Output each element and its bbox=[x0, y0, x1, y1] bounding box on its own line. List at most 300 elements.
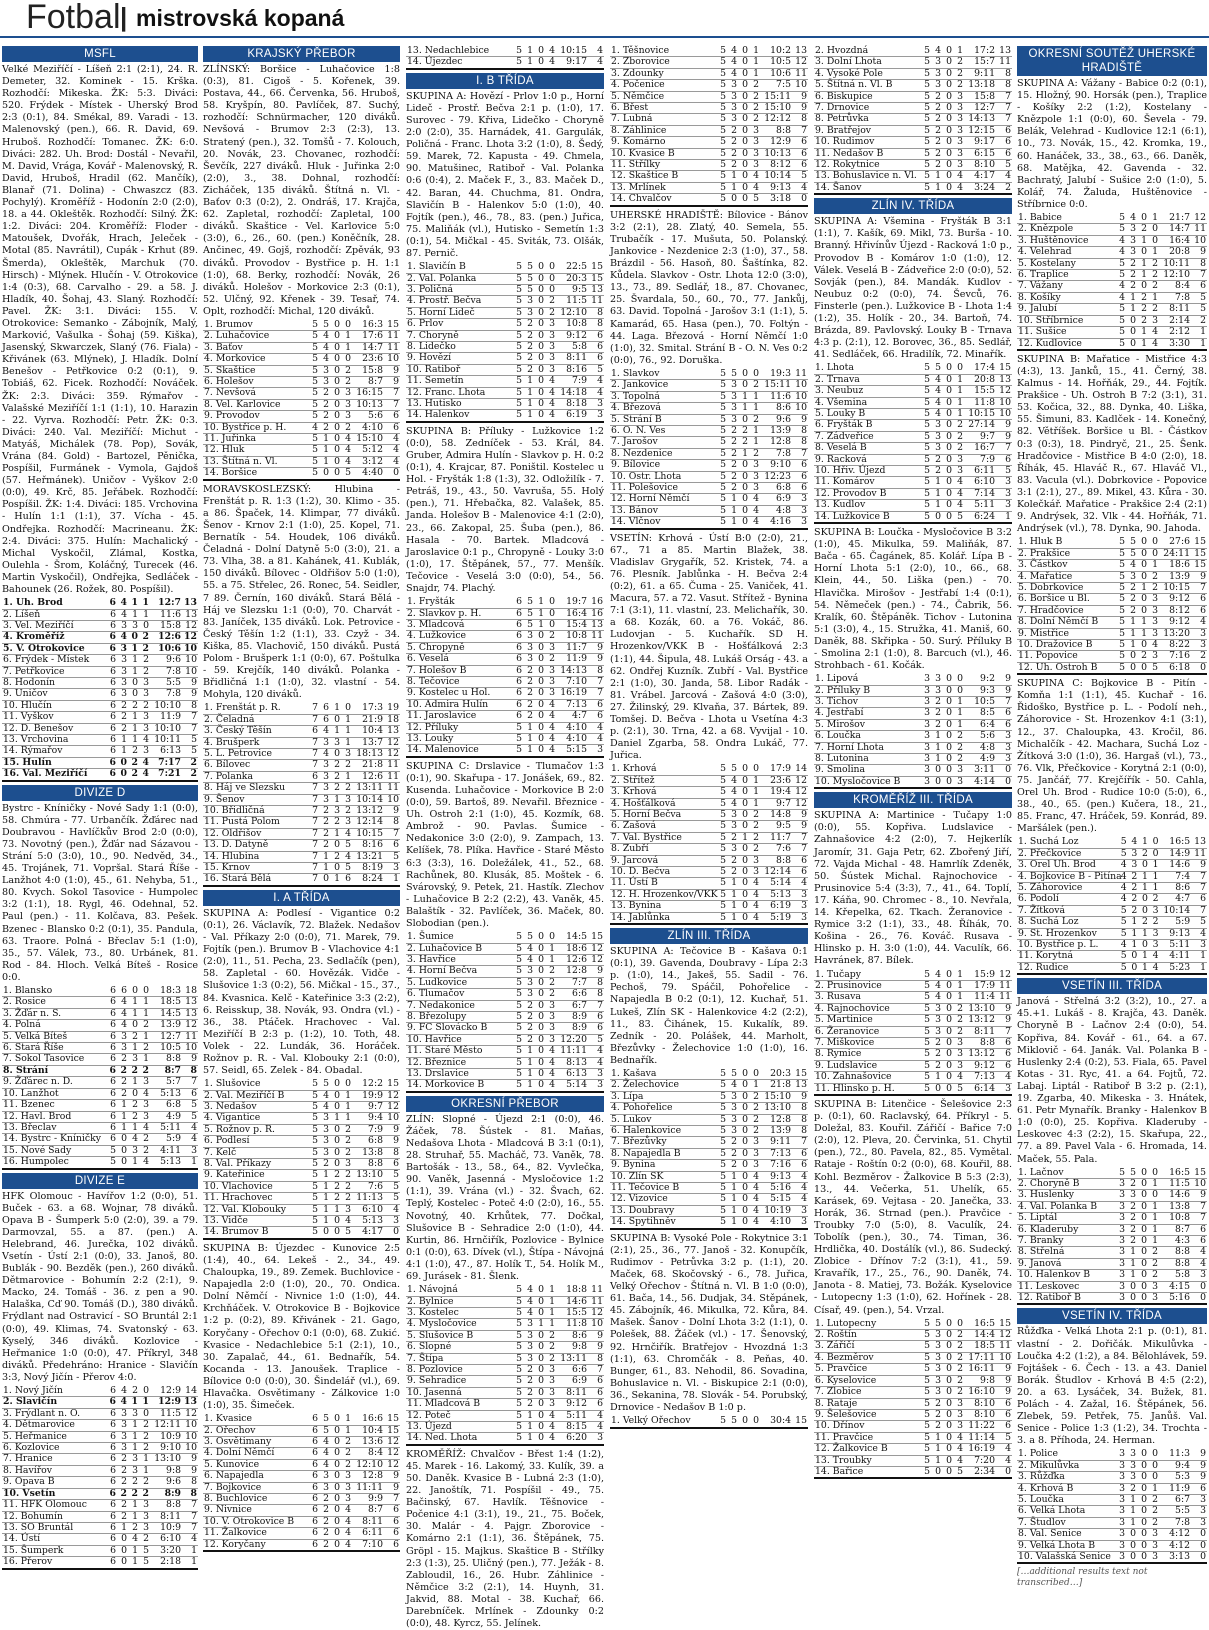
drawn: 0 bbox=[1137, 1258, 1148, 1269]
won: 2 bbox=[319, 422, 330, 433]
points: 12 bbox=[792, 787, 808, 798]
won: 2 bbox=[319, 399, 330, 410]
played: 5 bbox=[716, 391, 727, 402]
table-row bbox=[1017, 871, 1207, 882]
lost: 2 bbox=[749, 1114, 760, 1125]
drawn: 0 bbox=[330, 320, 341, 331]
drawn: 0 bbox=[738, 1171, 749, 1182]
points: 10 bbox=[182, 1043, 198, 1054]
drawn: 2 bbox=[330, 817, 341, 828]
table-row bbox=[814, 1341, 1012, 1352]
table-row bbox=[1017, 582, 1207, 593]
column-1 bbox=[2, 44, 198, 1568]
team-name: 6. Traplice bbox=[1017, 270, 1115, 281]
drawn: 0 bbox=[738, 844, 749, 855]
won: 1 bbox=[523, 722, 534, 733]
table-row bbox=[406, 966, 604, 977]
column-5 bbox=[814, 44, 1012, 1477]
played: 5 bbox=[716, 821, 727, 832]
lost: 4 bbox=[139, 757, 150, 768]
team-name: 14. Bystrc - Kníničky bbox=[2, 1134, 106, 1145]
table-row bbox=[203, 422, 400, 433]
points: 12 bbox=[384, 737, 400, 748]
lost: 1 bbox=[953, 697, 964, 708]
points: 12 bbox=[182, 1020, 198, 1031]
table-row bbox=[406, 688, 604, 699]
score: 12:8 bbox=[556, 966, 588, 977]
team-name: 5. Slušovice B bbox=[406, 1330, 512, 1341]
table-row bbox=[203, 1136, 400, 1147]
team-name: 2. Příluky B bbox=[814, 685, 920, 696]
played: 5 bbox=[308, 1147, 319, 1158]
played: 6 bbox=[308, 1414, 319, 1425]
lost: 2 bbox=[953, 1387, 964, 1398]
played: 5 bbox=[512, 1285, 523, 1296]
points: 10 bbox=[384, 1113, 400, 1124]
team-name: 1. Brumov bbox=[203, 320, 308, 331]
table-row bbox=[406, 284, 604, 295]
score: 10:9 bbox=[150, 1431, 182, 1442]
team-name: 3. Růžďka bbox=[1017, 1472, 1115, 1483]
score: 6:6 bbox=[556, 989, 588, 1000]
played: 7 bbox=[308, 737, 319, 748]
won: 5 bbox=[319, 1414, 330, 1425]
table-row bbox=[2, 1145, 198, 1156]
drawn: 0 bbox=[942, 1319, 953, 1330]
points: 10 bbox=[1191, 1179, 1207, 1190]
drawn: 0 bbox=[738, 171, 749, 182]
team-name: 11. HFK Olomouc bbox=[2, 1500, 106, 1511]
points: 5 bbox=[996, 1432, 1012, 1443]
played: 6 bbox=[106, 1488, 117, 1499]
won: 1 bbox=[319, 445, 330, 456]
won: 2 bbox=[1126, 1201, 1137, 1212]
score: 5:11 bbox=[964, 500, 996, 511]
played: 5 bbox=[920, 1341, 931, 1352]
table-row bbox=[406, 977, 604, 988]
won: 3 bbox=[727, 810, 738, 821]
lost: 0 bbox=[545, 597, 556, 608]
team-name: 10. Vsetín bbox=[2, 1488, 106, 1499]
played: 5 bbox=[920, 125, 931, 136]
points: 5 bbox=[996, 160, 1012, 171]
played: 5 bbox=[308, 1090, 319, 1101]
drawn: 0 bbox=[1137, 1495, 1148, 1506]
played: 5 bbox=[716, 448, 727, 459]
drawn: 2 bbox=[128, 1111, 139, 1122]
points: 3 bbox=[1191, 940, 1207, 951]
team-name: 10. Jasenná bbox=[406, 1387, 512, 1398]
table-row bbox=[2, 1408, 198, 1419]
lost: 3 bbox=[1148, 1540, 1159, 1551]
table-row bbox=[610, 855, 808, 866]
drawn: 0 bbox=[330, 1528, 341, 1539]
score: 8:8 bbox=[964, 1037, 996, 1048]
won: 3 bbox=[931, 1015, 942, 1026]
score: 16:19 bbox=[964, 1444, 996, 1455]
drawn: 1 bbox=[330, 874, 341, 886]
points: 6 bbox=[588, 330, 604, 341]
won: 0 bbox=[1126, 662, 1137, 674]
lost: 4 bbox=[341, 1505, 352, 1516]
won: 3 bbox=[319, 377, 330, 388]
drawn: 1 bbox=[1137, 617, 1148, 628]
drawn: 0 bbox=[738, 1137, 749, 1148]
played: 5 bbox=[512, 1069, 523, 1080]
table-row bbox=[814, 148, 1012, 159]
drawn: 4 bbox=[128, 1534, 139, 1545]
table-row bbox=[1017, 1293, 1207, 1305]
played: 6 bbox=[106, 986, 117, 997]
score: 4:12 bbox=[1159, 1529, 1191, 1540]
points: 13 bbox=[384, 726, 400, 737]
score: 5:5 bbox=[1159, 1506, 1191, 1517]
points: 10 bbox=[384, 354, 400, 365]
played: 5 bbox=[920, 160, 931, 171]
drawn: 1 bbox=[128, 1008, 139, 1019]
points: 7 bbox=[384, 388, 400, 399]
score: 10:2 bbox=[760, 46, 792, 57]
won: 3 bbox=[117, 1408, 128, 1419]
drawn: 0 bbox=[942, 114, 953, 125]
drawn: 0 bbox=[738, 160, 749, 171]
table-row bbox=[1017, 560, 1207, 571]
points: 6 bbox=[588, 1376, 604, 1387]
team-name: 9. Provodov bbox=[203, 411, 308, 422]
lost: 1 bbox=[545, 954, 556, 965]
score: 8:19 bbox=[352, 863, 384, 874]
played: 6 bbox=[308, 1528, 319, 1539]
drawn: 0 bbox=[534, 410, 545, 422]
score: 8:6 bbox=[760, 403, 792, 414]
drawn: 0 bbox=[534, 273, 545, 284]
team-name: 13. Újezd bbox=[406, 1422, 512, 1433]
table-row bbox=[406, 1307, 604, 1318]
played: 5 bbox=[512, 1364, 523, 1375]
lost: 1 bbox=[341, 726, 352, 737]
lost: 3 bbox=[1149, 928, 1160, 939]
won: 4 bbox=[117, 632, 128, 643]
won: 2 bbox=[1128, 894, 1139, 905]
won: 3 bbox=[117, 677, 128, 688]
won: 2 bbox=[523, 1023, 534, 1034]
drawn: 0 bbox=[534, 1080, 545, 1092]
table-row bbox=[814, 511, 1012, 523]
lost: 2 bbox=[341, 760, 352, 771]
score: 5:9 bbox=[1160, 917, 1192, 928]
score: 7:14 bbox=[964, 488, 996, 499]
lost: 3 bbox=[139, 1522, 150, 1533]
played: 5 bbox=[716, 182, 727, 193]
lost: 4 bbox=[545, 1433, 556, 1445]
lost: 4 bbox=[749, 1205, 760, 1216]
played: 4 bbox=[1115, 281, 1126, 292]
lost: 0 bbox=[139, 620, 150, 631]
won: 2 bbox=[727, 460, 738, 471]
team-name: 7. Hranice bbox=[2, 1454, 106, 1465]
score: 9:7 bbox=[352, 1101, 384, 1112]
won: 1 bbox=[727, 182, 738, 193]
drawn: 0 bbox=[534, 387, 545, 398]
score: 8:6 bbox=[556, 1330, 588, 1341]
score: 13:10 bbox=[352, 1170, 384, 1181]
drawn: 0 bbox=[942, 148, 953, 159]
lost: 2 bbox=[749, 844, 760, 855]
won: 4 bbox=[931, 46, 942, 57]
won: 0 bbox=[931, 511, 942, 523]
drawn: 0 bbox=[534, 341, 545, 352]
score: 9:8 bbox=[964, 1375, 996, 1386]
table-row bbox=[814, 765, 1012, 776]
table-row bbox=[610, 844, 808, 855]
played: 7 bbox=[308, 783, 319, 794]
won: 2 bbox=[931, 466, 942, 477]
table-row bbox=[610, 414, 808, 425]
points: 6 bbox=[792, 855, 808, 866]
won: 2 bbox=[117, 1065, 128, 1076]
score: 5:19 bbox=[760, 912, 792, 924]
table-row bbox=[203, 874, 400, 886]
team-name: 7. Bojkovice bbox=[203, 1482, 308, 1493]
points: 2 bbox=[996, 182, 1012, 194]
table-row bbox=[1017, 304, 1207, 315]
lost: 5 bbox=[953, 511, 964, 523]
table-row bbox=[814, 1432, 1012, 1443]
played: 3 bbox=[1115, 1258, 1126, 1269]
team-name: 8. Košíky bbox=[1017, 292, 1115, 303]
team-name: 3. Žďár n. S. bbox=[2, 1008, 106, 1019]
table-row bbox=[1017, 315, 1207, 326]
points: 15 bbox=[588, 273, 604, 284]
drawn: 1 bbox=[128, 609, 139, 620]
lost: 3 bbox=[341, 1494, 352, 1505]
played: 6 bbox=[308, 1425, 319, 1436]
won: 1 bbox=[319, 1204, 330, 1215]
won: 4 bbox=[117, 997, 128, 1008]
points: 4 bbox=[588, 387, 604, 398]
points: 5 bbox=[996, 466, 1012, 477]
table-row bbox=[406, 665, 604, 676]
drawn: 0 bbox=[942, 500, 953, 511]
played: 5 bbox=[920, 1409, 931, 1420]
points: 6 bbox=[384, 1505, 400, 1516]
table-row bbox=[1017, 628, 1207, 639]
drawn: 0 bbox=[330, 1124, 341, 1135]
won: 3 bbox=[117, 666, 128, 677]
score: 14:13 bbox=[556, 665, 588, 676]
lost: 1 bbox=[953, 719, 964, 730]
lost: 3 bbox=[341, 399, 352, 410]
score: 4:8 bbox=[964, 742, 996, 753]
lost: 1 bbox=[1148, 560, 1159, 571]
drawn: 0 bbox=[738, 1217, 749, 1229]
column-3 bbox=[406, 44, 604, 1630]
team-name: 5. V. Otrokovice bbox=[2, 643, 106, 654]
score: 12:15 bbox=[964, 125, 996, 136]
drawn: 0 bbox=[942, 397, 953, 408]
drawn: 0 bbox=[534, 1285, 545, 1296]
table-row bbox=[814, 125, 1012, 136]
score: 13:9 bbox=[1159, 571, 1191, 582]
points: 4 bbox=[588, 1422, 604, 1433]
score: 7:8 bbox=[760, 448, 792, 459]
table-row bbox=[203, 1170, 400, 1181]
score: 8:10 bbox=[964, 1398, 996, 1409]
drawn: 0 bbox=[1137, 281, 1148, 292]
points: 3 bbox=[588, 410, 604, 422]
points: 6 bbox=[182, 1088, 198, 1099]
score: 7:9 bbox=[556, 376, 588, 387]
played: 5 bbox=[308, 399, 319, 410]
won: 3 bbox=[931, 1387, 942, 1398]
score: 18:8 bbox=[556, 1285, 588, 1296]
lost: 2 bbox=[953, 731, 964, 742]
table-row bbox=[1017, 651, 1207, 662]
drawn: 0 bbox=[942, 708, 953, 719]
played: 3 bbox=[920, 731, 931, 742]
points: 1 bbox=[182, 1545, 198, 1556]
lost: 2 bbox=[341, 1436, 352, 1447]
standings-table bbox=[814, 674, 1012, 789]
points: 8 bbox=[1191, 258, 1207, 269]
lost: 1 bbox=[341, 1425, 352, 1436]
played: 5 bbox=[308, 331, 319, 342]
lost: 2 bbox=[1148, 1270, 1159, 1281]
table-row bbox=[814, 454, 1012, 465]
team-name: 7. Zlobice bbox=[814, 1387, 920, 1398]
lost: 2 bbox=[139, 1488, 150, 1499]
table-row bbox=[814, 992, 1012, 1003]
played: 3 bbox=[920, 685, 931, 696]
team-name: 7. Hradčovice bbox=[1017, 605, 1115, 616]
points: 10 bbox=[792, 391, 808, 402]
drawn: 1 bbox=[128, 1443, 139, 1454]
score: 12:10 bbox=[556, 307, 588, 318]
played: 5 bbox=[512, 1387, 523, 1398]
team-name: 4. Počenice bbox=[610, 80, 716, 91]
played: 5 bbox=[920, 148, 931, 159]
won: 2 bbox=[523, 364, 534, 375]
won: 3 bbox=[319, 737, 330, 748]
table-row bbox=[610, 764, 808, 775]
won: 2 bbox=[117, 712, 128, 723]
drawn: 0 bbox=[738, 1194, 749, 1205]
team-name: 9. St. Hrozenkov bbox=[1017, 928, 1117, 939]
drawn: 2 bbox=[128, 769, 139, 781]
points: 3 bbox=[792, 1205, 808, 1216]
won: 5 bbox=[523, 273, 534, 284]
table-row bbox=[1017, 1224, 1207, 1235]
team-name: 8. Petrůvka bbox=[814, 114, 920, 125]
won: 2 bbox=[319, 806, 330, 817]
lost: 0 bbox=[1148, 1168, 1159, 1179]
drawn: 1 bbox=[330, 1113, 341, 1124]
drawn: 1 bbox=[128, 1397, 139, 1408]
played: 5 bbox=[1115, 270, 1126, 281]
drawn: 0 bbox=[330, 342, 341, 353]
team-name: 8. Pozlovice bbox=[406, 1364, 512, 1375]
team-name: 4. Hošťálková bbox=[610, 798, 716, 809]
won: 6 bbox=[319, 714, 330, 725]
drawn: 0 bbox=[738, 46, 749, 57]
team-name: 3. Osvětimany bbox=[203, 1436, 308, 1447]
played: 5 bbox=[1115, 213, 1126, 224]
lost: 0 bbox=[953, 1319, 964, 1330]
played: 5 bbox=[308, 365, 319, 376]
team-name: 14. Spytihněv bbox=[610, 1217, 716, 1229]
lost: 3 bbox=[749, 855, 760, 866]
won: 0 bbox=[1126, 651, 1137, 662]
drawn: 1 bbox=[128, 1157, 139, 1169]
lost: 1 bbox=[545, 1296, 556, 1307]
lost: 0 bbox=[749, 1069, 760, 1080]
won: 3 bbox=[319, 1136, 330, 1147]
points: 6 bbox=[1191, 281, 1207, 292]
played: 6 bbox=[106, 1408, 117, 1419]
lost: 2 bbox=[341, 377, 352, 388]
points: 0 bbox=[1191, 1552, 1207, 1564]
score: 10:6 bbox=[150, 643, 182, 654]
score: 6:13 bbox=[556, 1069, 588, 1080]
won: 2 bbox=[727, 137, 738, 148]
played: 5 bbox=[716, 437, 727, 448]
won: 3 bbox=[931, 420, 942, 431]
table-row bbox=[814, 171, 1012, 182]
team-name: 10. D. Bečva bbox=[610, 867, 716, 878]
lost: 2 bbox=[341, 1459, 352, 1470]
points: 3 bbox=[792, 494, 808, 505]
points: 9 bbox=[996, 420, 1012, 431]
team-name: 2. Jankovice bbox=[610, 380, 716, 391]
won: 1 bbox=[117, 1111, 128, 1122]
team-name: 9. Šelešovice bbox=[814, 1409, 920, 1420]
lost: 1 bbox=[953, 397, 964, 408]
drawn: 0 bbox=[534, 319, 545, 330]
team-name: 11. Hrachovec bbox=[203, 1193, 308, 1204]
won: 1 bbox=[1126, 292, 1137, 303]
score: 11:6 bbox=[150, 609, 182, 620]
table-row bbox=[2, 1157, 198, 1169]
won: 1 bbox=[319, 456, 330, 467]
score: 12:9 bbox=[760, 137, 792, 148]
table-row bbox=[1017, 537, 1207, 548]
drawn: 0 bbox=[128, 1020, 139, 1031]
points: 7 bbox=[588, 1000, 604, 1011]
drawn: 0 bbox=[1137, 571, 1148, 582]
score: 7:5 bbox=[760, 80, 792, 91]
score: 18:6 bbox=[556, 943, 588, 954]
team-name: 14. Ústí bbox=[2, 1534, 106, 1545]
table-row bbox=[814, 1072, 1012, 1083]
table-row bbox=[1017, 548, 1207, 559]
score: 13:11 bbox=[352, 783, 384, 794]
score: 13:11 bbox=[556, 1353, 588, 1364]
played: 6 bbox=[106, 1031, 117, 1042]
lost: 0 bbox=[1148, 1472, 1159, 1483]
lost: 4 bbox=[341, 851, 352, 862]
team-name: 10. Dražovice B bbox=[1017, 639, 1115, 650]
score: 13:21 bbox=[352, 851, 384, 862]
lost: 4 bbox=[1148, 639, 1159, 650]
lost: 2 bbox=[1148, 1495, 1159, 1506]
team-name: 4. Velehrad bbox=[1017, 247, 1115, 258]
table-row bbox=[406, 608, 604, 619]
drawn: 0 bbox=[1137, 1270, 1148, 1281]
score: 6:24 bbox=[964, 511, 996, 523]
lost: 3 bbox=[953, 1060, 964, 1071]
points: 11 bbox=[1191, 848, 1207, 859]
drawn: 0 bbox=[738, 1148, 749, 1159]
